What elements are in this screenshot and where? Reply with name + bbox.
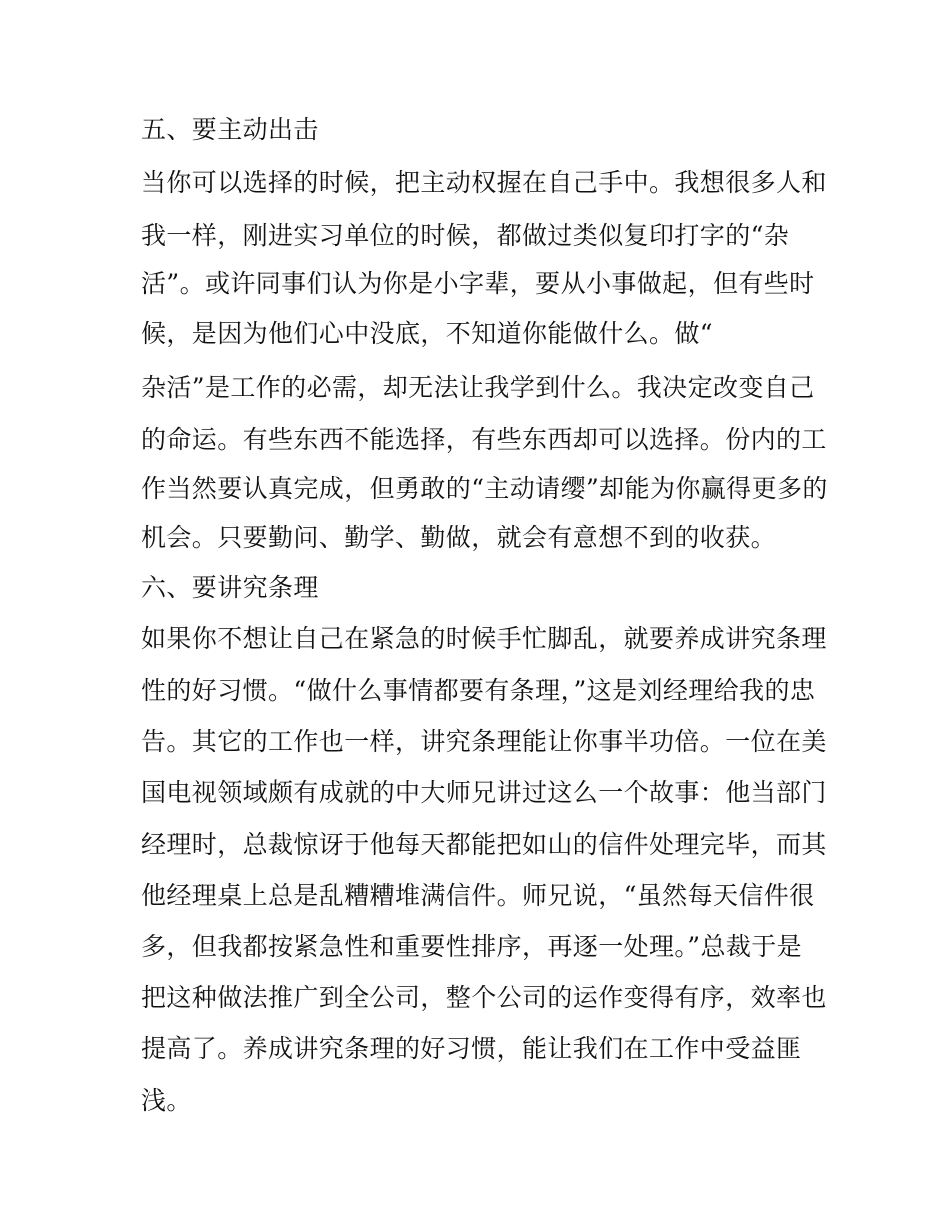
paragraph-line: 性的好习惯。“做什么事情都要有条理，”这是刘经理给我的忠 (141, 676, 816, 705)
paragraph-line: 如果你不想让自己在紧急的时候手忙脚乱，就要养成讲究条理 (141, 624, 827, 653)
paragraph-line: 候，是因为他们心中没底，不知道你能做什么。做“ (141, 319, 713, 348)
paragraph-line: 我一样，刚进实习单位的时候，都做过类似复印打字的“杂 (141, 221, 790, 250)
paragraph-line: 经理时，总裁惊讶于他每天都能把如山的信件处理完毕，而其 (141, 830, 827, 859)
section-heading-5: 五、要主动出击 (141, 115, 319, 144)
paragraph-line: 机会。只要勤问、勤学、勤做，就会有意想不到的收获。 (141, 523, 777, 552)
paragraph-line: 浅。 (141, 1086, 192, 1115)
section-heading-6: 六、要讲究条理 (141, 573, 319, 602)
paragraph-line: 作当然要认真完成，但勇敢的“主动请缨”却能为你赢得更多的 (141, 474, 828, 503)
paragraph-line: 活”。或许同事们认为你是小字辈，要从小事做起，但有些时 (141, 269, 815, 298)
paragraph-line: 的命运。有些东西不能选择，有些东西却可以选择。份内的工 (141, 425, 827, 454)
paragraph-line: 告。其它的工作也一样，讲究条理能让你事半功倍。一位在美 (141, 727, 827, 756)
paragraph-line: 他经理桌上总是乱糟糟堆满信件。师兄说，“虽然每天信件很 (141, 881, 815, 910)
paragraph-line: 多，但我都按紧急性和重要性排序，再逐一处理。”总裁于是 (141, 932, 803, 961)
paragraph-line: 国电视领域颇有成就的中大师兄讲过这么一个故事：他当部门 (141, 778, 827, 807)
paragraph-line: 杂活”是工作的必需，却无法让我学到什么。我决定改变自己 (141, 373, 815, 402)
paragraph-line: 把这种做法推广到全公司，整个公司的运作变得有序，效率也 (141, 983, 827, 1012)
paragraph-line: 当你可以选择的时候，把主动权握在自己手中。我想很多人和 (141, 168, 827, 197)
paragraph-line: 提高了。养成讲究条理的好习惯，能让我们在工作中受益匪 (141, 1034, 802, 1063)
